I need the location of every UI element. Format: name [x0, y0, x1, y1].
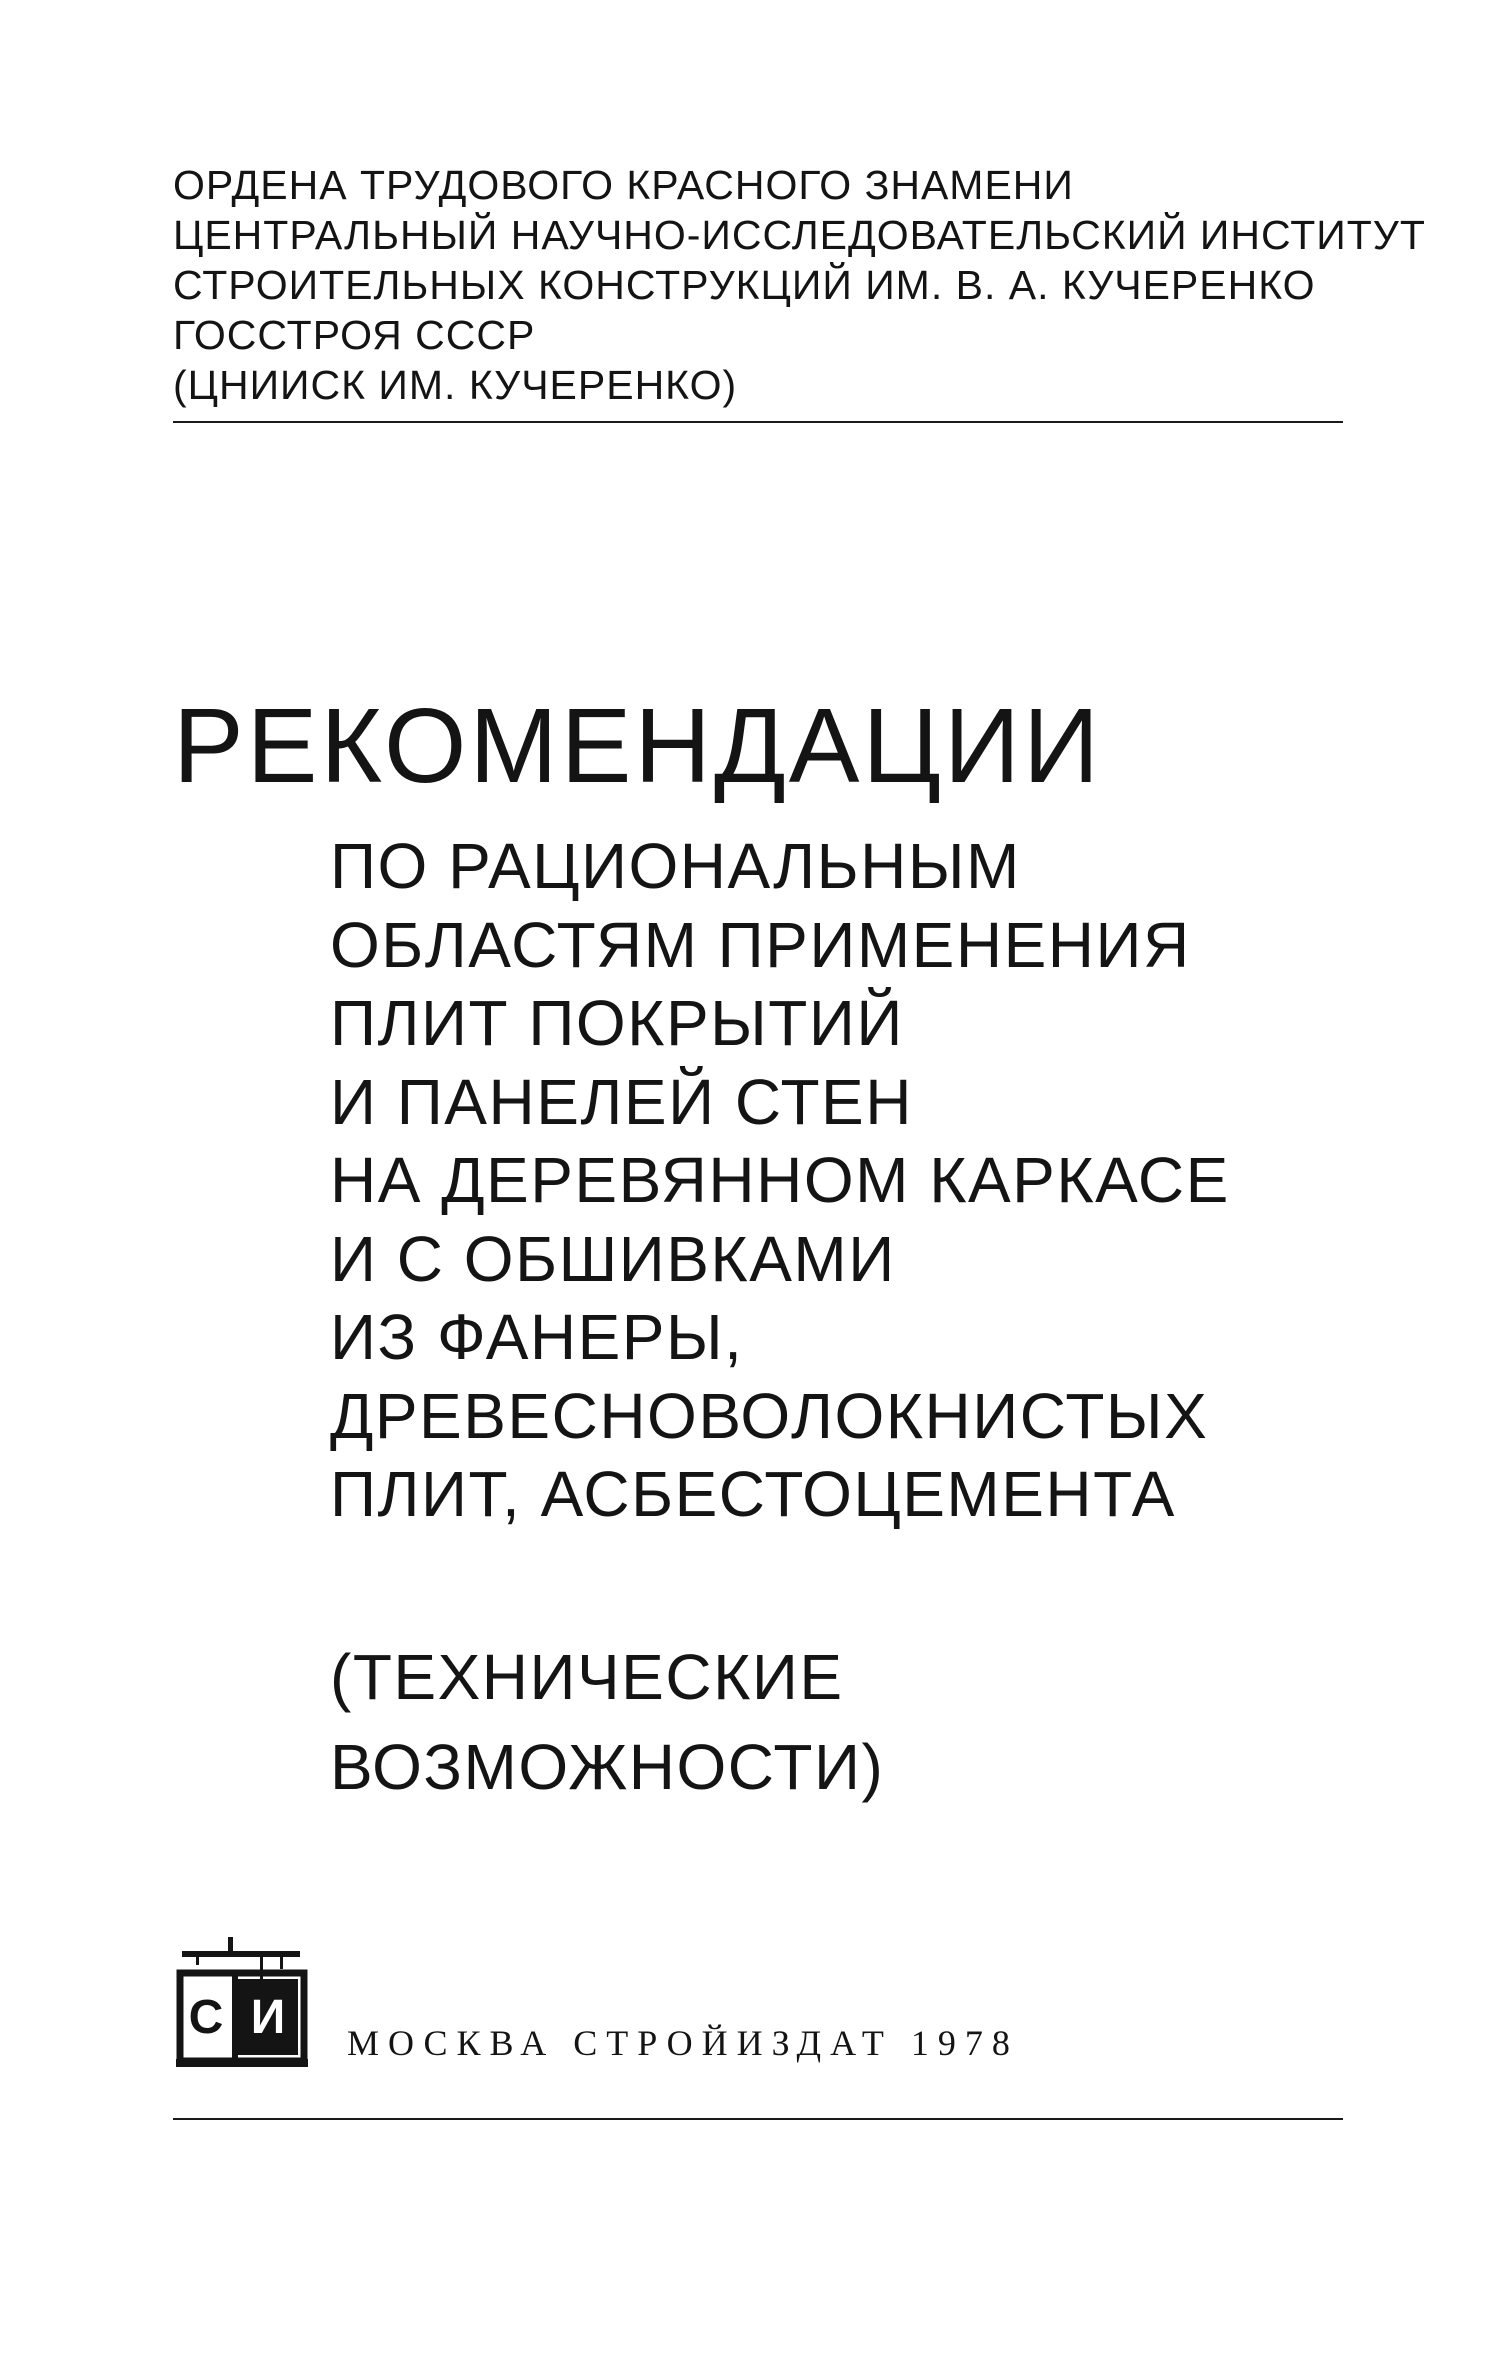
document-subtitle [330, 827, 1230, 1534]
subtitle-line-2: ОБЛАСТЯМ ПРИМЕНЕНИЯ [330, 908, 1191, 981]
subtitle-line-6: И С ОБШИВКАМИ [330, 1222, 896, 1295]
top-divider [173, 421, 1343, 423]
publisher-imprint: МОСКВА СТРОЙИЗДАТ 1978 [347, 2023, 1019, 2063]
logo-letter-right: И [250, 1991, 286, 2044]
subtitle-line-1: ПО РАЦИОНАЛЬНЫМ [330, 830, 1021, 902]
institution-line-2: ЦЕНТРАЛЬНЫЙ НАУЧНО-ИССЛЕДОВАТЕЛЬСКИЙ ИНСТИТУТ [173, 212, 1426, 258]
institution-line-1: ОРДЕНА ТРУДОВОГО КРАСНОГО ЗНАМЕНИ [173, 162, 1074, 208]
subtitle-line-9: ПЛИТ, АСБЕСТОЦЕМЕНТА [330, 1458, 1176, 1530]
subtitle-line-3: ПЛИТ ПОКРЫТИЙ [330, 987, 904, 1059]
bottom-divider [173, 2118, 1343, 2120]
document-title: РЕКОМЕНДАЦИИ [173, 687, 1103, 806]
institution-name [173, 160, 1426, 410]
institution-line-3: СТРОИТЕЛЬНЫХ КОНСТРУКЦИЙ ИМ. В. А. КУЧЕРЕНКО [173, 262, 1316, 308]
subtitle-line-5: НА ДЕРЕВЯННОМ КАРКАСЕ [330, 1144, 1230, 1216]
subtitle-line-8: ДРЕВЕСНОВОЛОКНИСТЫХ [330, 1379, 1209, 1452]
subtitle-note [330, 1632, 884, 1812]
institution-line-5: (ЦНИИСК ИМ. КУЧЕРЕНКО) [173, 362, 738, 408]
institution-line-4: ГОССТРОЯ СССР [173, 312, 536, 358]
subtitle-line-4: И ПАНЕЛЕЙ СТЕН [330, 1065, 913, 1138]
subtitle-note-line-1: (ТЕХНИЧЕСКИЕ [330, 1641, 844, 1713]
logo-letter-left: С [188, 1991, 224, 2044]
subtitle-note-line-2: ВОЗМОЖНОСТИ) [330, 1731, 885, 1803]
subtitle-line-7: ИЗ ФАНЕРЫ, [330, 1301, 744, 1373]
publisher-logo-icon [176, 1937, 308, 2067]
